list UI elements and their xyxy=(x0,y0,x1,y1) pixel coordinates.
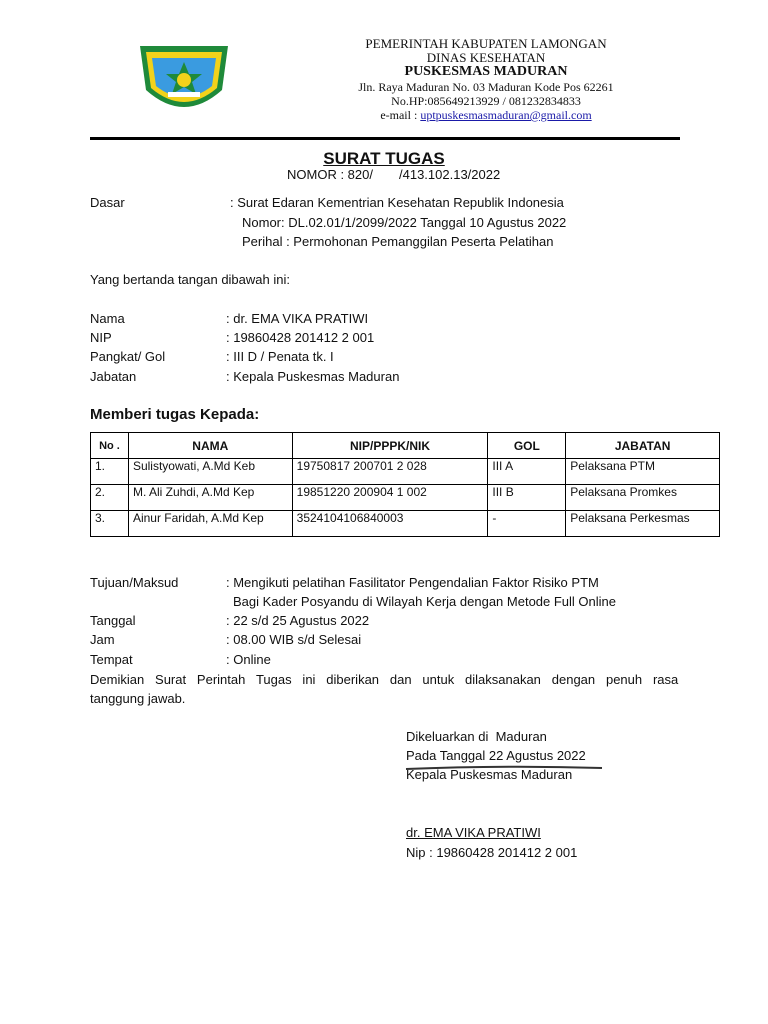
dasar-label: Dasar xyxy=(90,195,125,210)
dasar-line3: Perihal : Permohonan Pemanggilan Peserta Pelatihan xyxy=(242,234,554,249)
cell-nip: 19750817 200701 2 028 xyxy=(292,459,488,485)
staff-table xyxy=(90,432,720,537)
tempat-label: Tempat xyxy=(90,652,133,667)
tujuan-line1: : Mengikuti pelatihan Fasilitator Pengendalian Faktor Risiko PTM xyxy=(226,575,599,590)
document-title: SURAT TUGAS xyxy=(323,149,445,168)
field-nama-value: : dr. EMA VIKA PRATIWI xyxy=(226,311,369,326)
tempat-value: : Online xyxy=(226,652,271,667)
field-nip-label: NIP xyxy=(90,330,112,345)
cell-no: 1. xyxy=(91,459,129,485)
letterhead-divider xyxy=(90,137,680,140)
kabupaten-lamongan-logo xyxy=(132,40,236,122)
jam-value: : 08.00 WIB s/d Selesai xyxy=(226,632,362,647)
letterhead-government: PEMERINTAH KABUPATEN LAMONGAN xyxy=(365,36,607,51)
letterhead-puskesmas: PUSKESMAS MADURAN xyxy=(404,64,568,79)
cell-gol: - xyxy=(488,511,566,537)
issued-date: Pada Tanggal 22 Agustus 2022 xyxy=(406,748,586,763)
email-label: e-mail : xyxy=(380,108,421,122)
col-header-gol: GOL xyxy=(488,433,566,459)
cell-jabatan: Pelaksana Perkesmas xyxy=(566,511,720,537)
tujuan-line2: Bagi Kader Posyandu di Wilayah Kerja dengan Metode Full Online xyxy=(233,594,617,609)
letterhead-address: Jln. Raya Maduran No. 03 Maduran Kode Pos 62261 xyxy=(358,80,614,94)
jam-label: Jam xyxy=(90,632,115,647)
col-header-no: No . xyxy=(91,433,129,459)
letterhead-email-line xyxy=(276,108,696,123)
field-jabatan-value: : Kepala Puskesmas Maduran xyxy=(226,369,400,384)
col-header-nip: NIP/PPPK/NIK xyxy=(292,433,488,459)
col-header-nama: NAMA xyxy=(128,433,292,459)
field-pangkat-value: : III D / Penata tk. I xyxy=(226,349,334,364)
intro-text: Yang bertanda tangan dibawah ini: xyxy=(90,272,290,287)
dasar-line1: : Surat Edaran Kementrian Kesehatan Republik Indonesia xyxy=(230,195,564,210)
issued-at: Dikeluarkan di Maduran xyxy=(406,729,547,744)
cell-gol: III B xyxy=(488,485,566,511)
table-row xyxy=(91,511,720,537)
assign-heading: Memberi tugas Kepada: xyxy=(90,406,260,423)
field-pangkat-label: Pangkat/ Gol xyxy=(90,349,166,364)
letterhead-department: DINAS KESEHATAN xyxy=(426,50,546,65)
tanggal-value: : 22 s/d 25 Agustus 2022 xyxy=(226,613,370,628)
field-nip-value: : 19860428 201412 2 001 xyxy=(226,330,375,345)
field-jabatan-label: Jabatan xyxy=(90,369,137,384)
signer-position: Kepala Puskesmas Maduran xyxy=(406,767,573,782)
cell-nama: Sulistyowati, A.Md Keb xyxy=(128,459,292,485)
cell-nip: 3524104106840003 xyxy=(292,511,488,537)
email-link[interactable]: uptpuskesmasmaduran@gmail.com xyxy=(420,108,592,122)
table-header-row xyxy=(91,433,720,459)
cell-nama: M. Ali Zuhdi, A.Md Kep xyxy=(128,485,292,511)
cell-no: 3. xyxy=(91,511,129,537)
letterhead-phone: No.HP:085649213929 / 081232834833 xyxy=(391,94,581,108)
signer-name: dr. EMA VIKA PRATIWI xyxy=(406,825,541,840)
nomor-prefix: NOMOR : 820/ xyxy=(287,167,373,182)
cell-nip: 19851220 200904 1 002 xyxy=(292,485,488,511)
cell-jabatan: Pelaksana PTM xyxy=(566,459,720,485)
tujuan-label: Tujuan/Maksud xyxy=(90,575,179,590)
closing-line2: tanggung jawab. xyxy=(90,691,186,706)
table-row xyxy=(91,485,720,511)
field-nama-label: Nama xyxy=(90,311,125,326)
table-row xyxy=(91,459,720,485)
cell-nama: Ainur Faridah, A.Md Kep xyxy=(128,511,292,537)
nomor-suffix: /413.102.13/2022 xyxy=(399,167,501,182)
cell-jabatan: Pelaksana Promkes xyxy=(566,485,720,511)
col-header-jabatan: JABATAN xyxy=(566,433,720,459)
dasar-line2: Nomor: DL.02.01/1/2099/2022 Tanggal 10 Agustus 2022 xyxy=(242,215,567,230)
signer-nip: Nip : 19860428 201412 2 001 xyxy=(406,845,578,860)
closing-line1: Demikian Surat Perintah Tugas ini diberikan dan untuk dilaksanakan dengan penuh rasa xyxy=(90,672,679,687)
cell-no: 2. xyxy=(91,485,129,511)
cell-gol: III A xyxy=(488,459,566,485)
tanggal-label: Tanggal xyxy=(90,613,136,628)
